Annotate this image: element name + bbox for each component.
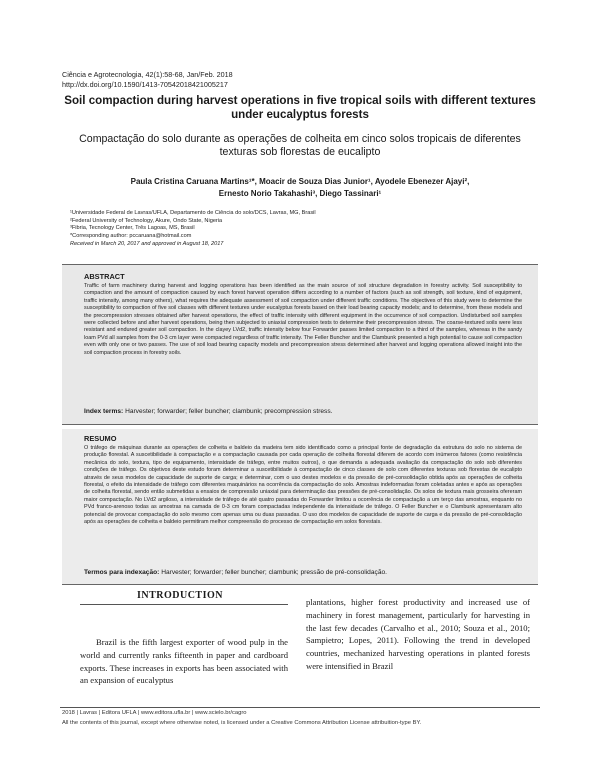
footer-license: All the contents of this journal, except where otherwise noted, is licensed under a Creative Commons Attribution License attribuition-type BY.: [62, 720, 422, 726]
index-terms-value: Harvester; forwarder; feller buncher; clambunk; precompression stress.: [125, 408, 333, 415]
journal-header: [62, 70, 233, 90]
termos-value: Harvester; forwarder; feller buncher; clambunk; pressão de pré-consolidação.: [161, 569, 387, 576]
abstract-heading: ABSTRACT: [84, 272, 125, 281]
received-date: Received in March 20, 2017 and approved in August 18, 2017: [70, 240, 224, 247]
journal-citation: Ciência e Agrotecnologia, 42(1):58-68, Jan/Feb. 2018: [62, 70, 233, 79]
abstract-box: [62, 264, 538, 425]
introduction-heading: INTRODUCTION: [136, 590, 223, 601]
abstract-text: Traffic of farm machinery during harvest and logging operations has been identified as the main source of soil structure degradation in forestry activity. Soil susceptibility to compaction and the amount of compaction caused by each forest harvest operation differs according to a number of factors (such as soil strength, soil texture, kind of equipment, traffic intensity, among many others), what requires the adequate assessment of soil compaction under different traffic conditions. The objectives of this study were to determine the susceptibility to compaction of five soil classes with different textures under eucalyptus forests based on their load bearing capacity models; and to determine, from these models and the precompression stresses obtained after harvest operations, the effect of traffic intensity with different equipment in the occurrence of soil compaction. Undisturbed soil samples were collected before and after harvest operations, being then subjected to uniaxial compression tests to determine their precompression stress. The coarse-textured soils were less resistant and endured greater soil compaction. In the clayey LVd2, traffic intensity below four Forwarder passes limited compaction to a third of the samples, whereas in the sandy loam PVd all samples from the 0-3 cm layer were compacted regardless of traffic intensity. The Feller Buncher and the Clambunk presented a high potential to cause soil compaction even with only one or two passes. The use of soil load bearing capacity models and precompression stress determined after harvest and logging operations allowed insight into the soil compaction process in forestry soils.: [84, 283, 522, 356]
authors-line-1: Paula Cristina Caruana Martins¹*, Moacir de Souza Dias Junior¹, Ayodele Ebenezer Ajayi²,: [130, 177, 470, 186]
article-title-portuguese: Compactação do solo durante as operações de colheita em cinco solos tropicais de diferentes texturas sob florestas de eucalipto: [79, 133, 521, 158]
authors-line-2: Ernesto Norio Takahashi³, Diego Tassinari¹: [218, 189, 382, 198]
doi-link[interactable]: http://dx.doi.org/10.1590/1413-70542018421005217: [62, 80, 228, 89]
index-terms-label: Index terms:: [84, 408, 124, 415]
abstract-index-terms: [84, 407, 522, 416]
introduction-left-column: Brazil is the fifth largest exporter of wood pulp in the world and currently ranks fifteenth in paper and cardboard exports. These increases in exports has been associated with an expansion of eucalyptus: [80, 637, 288, 686]
affiliation-3: ³Fibria, Tecnology Center, Três Lagoas, MS, Brasil: [70, 225, 195, 232]
resumo-index-terms: [84, 568, 522, 577]
article-title-english: Soil compaction during harvest operations in five tropical soils with different textures under eucalyptus forests: [64, 94, 536, 121]
resumo-heading: RESUMO: [84, 434, 117, 443]
author-list: [90, 176, 510, 200]
introduction-rule: [80, 604, 288, 605]
footer-divider: [60, 707, 540, 708]
affiliation-2: ²Federal University of Technology, Akure, Ondo State, Nigeria: [70, 217, 223, 224]
termos-label: Termos para indexação:: [84, 569, 160, 576]
resumo-text: O tráfego de máquinas durante as operações de colheita e baldeio da madeira tem sido identificado como a principal fonte de degradação da estrutura do solo no sistema de produção florestal. A suscetibilidade à compactação e a compactação causada por cada operação de colheita florestal diferem de acordo com inúmeros fatores (como resistência mecânica do solo, textura, tipo de equipamento, intensidade de tráfego, entre muitos outros), o que demanda a adequada avaliação da compactação do solo sob diferentes condições de tráfego. Os objetivos deste estudo foram determinar a suscetibilidade à compactação de cinco classes de solo com diferentes texturas sob florestas de eucalipto através de seus modelos de capacidade de suporte de carga; e determinar, com o uso destes modelos e da pressão de pré-consolidação obtida após as operações de colheita florestal, o efeito da intensidade de tráfego com diferentes maquinários na ocorrência da compactação do solo. Amostras indeformadas foram coletadas antes e após as operações de colheita florestal, sendo então submetidas a ensaios de compressão uniaxial para determinação das pressões de pré-consolidação. Os solos de textura mais grosseira ofereram maior compactação. No LVd2 argiloso, a intensidade de tráfego de até quatro passadas do Forwarder limitou a ocorrência de compactação a um terço das amostras, enquanto no PVd franco-arenoso todas as amostras na camada de 0-3 cm foram compactadas independente da intensidade de tráfego. O Feller Buncher e o Clambunk apresentaram alto potencial de provocar compactação do solo mesmo com apenas uma ou duas passadas. O uso dos modelos de capacidade de suporte de carga e da pressão de pré-consolidação após as operações de colheita e baldeio permitiram melhor compreensão do processo de compactação em solos florestais.: [84, 445, 522, 526]
footer-publisher: 2018 | Lavras | Editora UFLA | www.editora.ufla.br | www.scielo.br/cagro: [62, 710, 247, 716]
introduction-right-column: plantations, higher forest productivity and increased use of machinery in forest management, particularly for harvesting in the last few decades (Carvalho et al., 2010; Souza et al., 2010; Sampietro; Lopes, 2011). Following the trend in developed countries, mechanized harvesting operations in planted forests were intensified in Brazil: [306, 597, 530, 671]
resumo-box: [62, 429, 538, 585]
corresponding-author: *Corresponding author: pccaruana@hotmail.com: [70, 233, 192, 240]
affiliation-1: ¹Universidade Federal de Lavras/UFLA, Departamento de Ciência do solo/DCS, Lavras, MG, Brasil: [70, 210, 316, 216]
affiliations: [70, 210, 316, 249]
